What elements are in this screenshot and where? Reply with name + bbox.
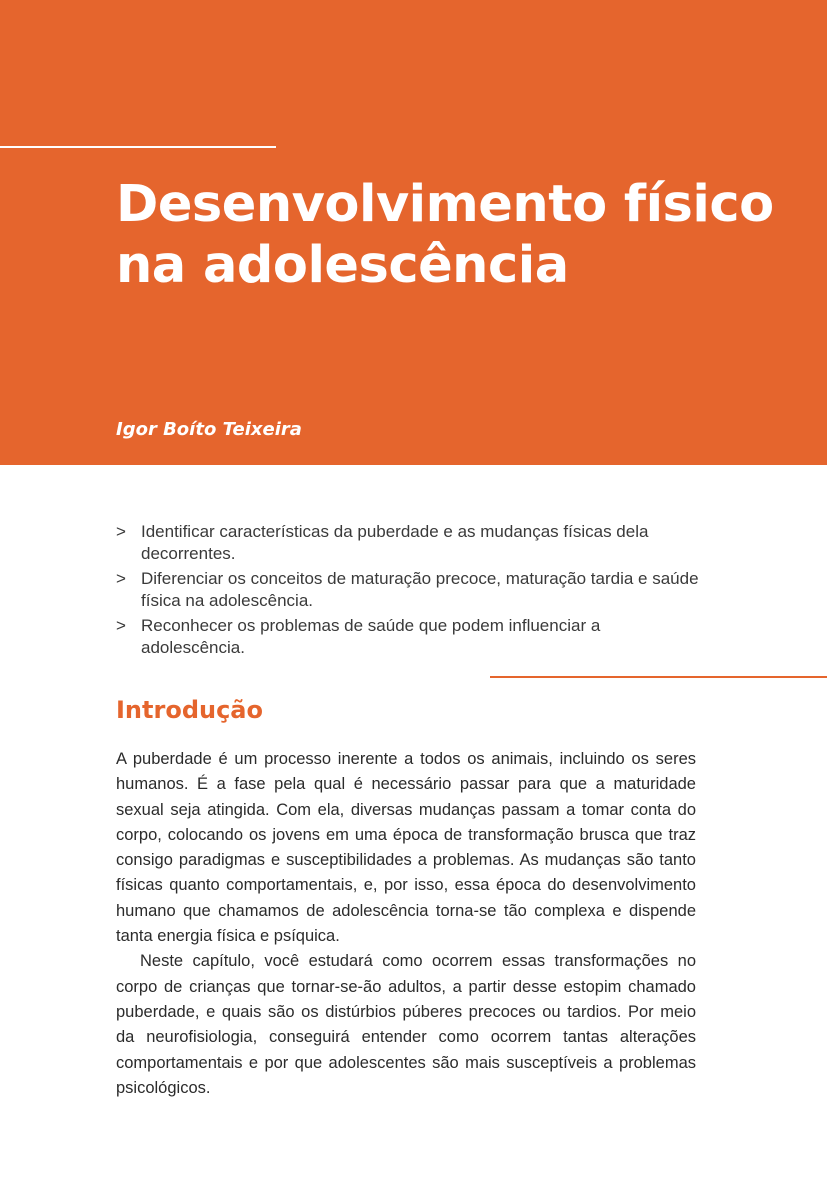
- chapter-title: Desenvolvimento físico na adolescência: [116, 175, 774, 295]
- header-divider: [0, 146, 276, 148]
- section-divider: [490, 676, 827, 678]
- introduction-body: [116, 747, 696, 1101]
- learning-objectives: [116, 521, 701, 662]
- bullet-marker: >: [116, 616, 126, 635]
- objective-text: Reconhecer os problemas de saúde que podem influenciar a adolescência.: [141, 616, 601, 657]
- objective-item: [116, 615, 701, 659]
- chapter-author: Igor Boíto Teixeira: [116, 419, 302, 440]
- chapter-header: [0, 0, 827, 465]
- objective-text: Diferenciar os conceitos de maturação precoce, maturação tardia e saúde física na adolescência.: [141, 569, 699, 610]
- paragraph: Neste capítulo, você estudará como ocorrem essas transformações no corpo de crianças que tornar-se-ão adultos, a partir desse estopim chamado puberdade, e quais são os distúrbios púberes precoces ou tardios. Por meio da neurofisiologia, conseguirá entender como ocorrem tantas alterações comportamentais e por que adolescentes são mais susceptíveis a problemas psicológicos.: [116, 952, 696, 1097]
- paragraph: A puberdade é um processo inerente a todos os animais, incluindo os seres humanos. É a fase pela qual é necessário passar para que a maturidade sexual seja atingida. Com ela, diversas mudanças passam a tomar conta do corpo, colocando os jovens em uma época de transformação brusca que traz consigo paradigmas e susceptibilidades a problemas. As mudanças são tanto físicas quanto comportamentais, e, por isso, essa época do desenvolvimento humano que chamamos de adolescência torna-se tão complexa e dispende tanta energia física e psíquica.: [116, 750, 696, 946]
- objective-item: [116, 521, 701, 565]
- bullet-marker: >: [116, 569, 126, 588]
- bullet-marker: >: [116, 522, 126, 541]
- objective-item: [116, 568, 701, 612]
- section-heading: Introdução: [116, 696, 263, 724]
- objective-text: Identificar características da puberdade e as mudanças físicas dela decorrentes.: [141, 522, 649, 563]
